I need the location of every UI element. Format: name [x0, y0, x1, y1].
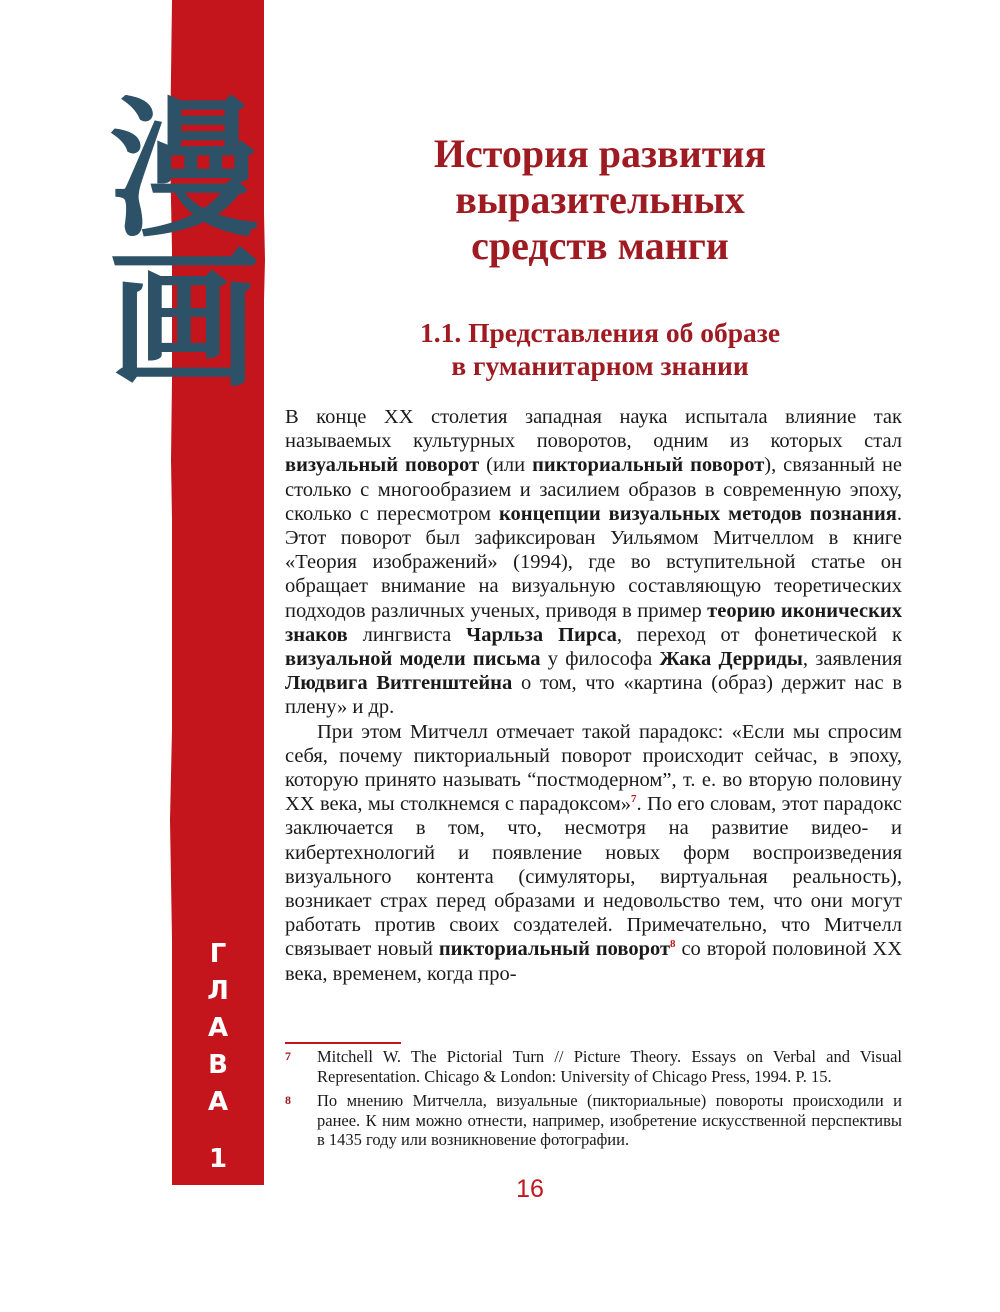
bold-term: визуальной модели письма	[285, 648, 541, 671]
footnotes	[285, 1047, 902, 1155]
footnote-8	[285, 1091, 902, 1150]
section-heading-line: в гуманитарном знании	[451, 350, 749, 381]
section-heading-line: 1.1. Представления об образе	[419, 317, 781, 348]
footnote-ref: 8	[670, 938, 676, 951]
body-text	[285, 405, 902, 986]
kanji-ga: 画	[108, 234, 259, 408]
text-run: со второй половиной XX века, временем, когда про-	[285, 938, 902, 985]
bold-term: Людвига Витгенштейна	[285, 672, 513, 695]
chapter-letter: В	[208, 1050, 228, 1080]
page-number: 16	[516, 1175, 544, 1203]
chapter-letter: А	[207, 1013, 229, 1043]
paragraph-1	[285, 405, 902, 720]
text-run: , заявления	[802, 648, 902, 671]
chapter-title	[330, 131, 870, 269]
footnote-ref: 7	[631, 793, 637, 806]
chapter-label	[172, 936, 264, 1179]
bold-term: пикториальный поворот	[438, 938, 671, 961]
bold-term: Жака Дерриды	[659, 648, 803, 671]
footnote-mark: 8	[285, 1093, 291, 1108]
bold-term: визуальный поворот	[285, 454, 480, 477]
text-run: ), связанный не столько с многообразием и засилием образов в современную эпоху, сколько с пересмотром	[285, 454, 903, 525]
title-line: История развития	[433, 131, 767, 176]
bold-term: пикториальный поворот	[532, 454, 765, 477]
footnote-7	[285, 1047, 902, 1086]
footnote-divider	[285, 1042, 401, 1044]
bold-term: Чарльза Пирса	[466, 623, 617, 646]
text-run: о том, что «картина (образ) держит нас в плену» и др.	[285, 672, 903, 719]
section-heading	[330, 316, 870, 382]
text-run: . По его словам, этот парадокс заключается в том, что, несмотря на развитие видео- и кибертехнологий и появление новых форм воспроизведения визуального контента (симуляторы, виртуальная реальность), возникает страх перед образами и недовольство тем, что они могут работать против своих создателей. Примечательно, что Митчелл связывает новый	[285, 793, 902, 961]
chapter-word	[172, 936, 264, 1121]
manga-kanji-logo	[84, 84, 284, 408]
footnote-mark: 7	[285, 1049, 291, 1063]
chapter-letter: А	[207, 1087, 229, 1117]
text-run: . Этот поворот был зафиксирован Уильямом Митчеллом в книге «Теория изображений» (1994), где во вступительной статье он обращает внимание на визуальную составляющую теоретических подходов различных ученых, приводя в пример	[285, 502, 902, 622]
text-run: При этом Митчелл отмечает такой парадокс: «Если мы спросим себя, почему пикториальный поворот происходит сейчас, в эпоху, которую принято называть “постмодерном”, т. е. во вторую половину XX века, мы столкнемся с парадоксом»	[285, 720, 902, 816]
text-run: В конце XX столетия западная наука испытала влияние так называемых культурных поворотов, одним из которых стал	[285, 406, 902, 453]
chapter-number: 1	[208, 1144, 228, 1174]
footnote-text: Mitchell W. The Pictorial Turn // Picture Theory. Essays on Verbal and Visual Representation. Chicago & London: University of Chicago Press, 1994. P. 15.	[317, 1047, 902, 1086]
bold-term: концепции визуальных методов познания	[498, 502, 897, 525]
footnote-text: По мнению Митчелла, визуальные (пикториальные) повороты происходили и ранее. К ним можно отнести, например, изобретение искусственной перспективы в 1435 году или возникновение фотографии.	[317, 1091, 902, 1150]
text-run: у философа	[540, 648, 660, 671]
paragraph-2	[285, 720, 902, 986]
text-run: , переход от фонетической к	[616, 623, 902, 646]
text-run: лингвиста	[347, 623, 467, 646]
text-run: (или	[479, 454, 533, 477]
chapter-letter: Л	[207, 976, 229, 1006]
title-line: выразительных	[455, 177, 745, 222]
kanji-man: 漫	[108, 84, 259, 258]
bold-term: теорию иконических знаков	[285, 599, 902, 646]
title-line: средств манги	[471, 223, 729, 268]
chapter-letter: Г	[209, 939, 227, 969]
